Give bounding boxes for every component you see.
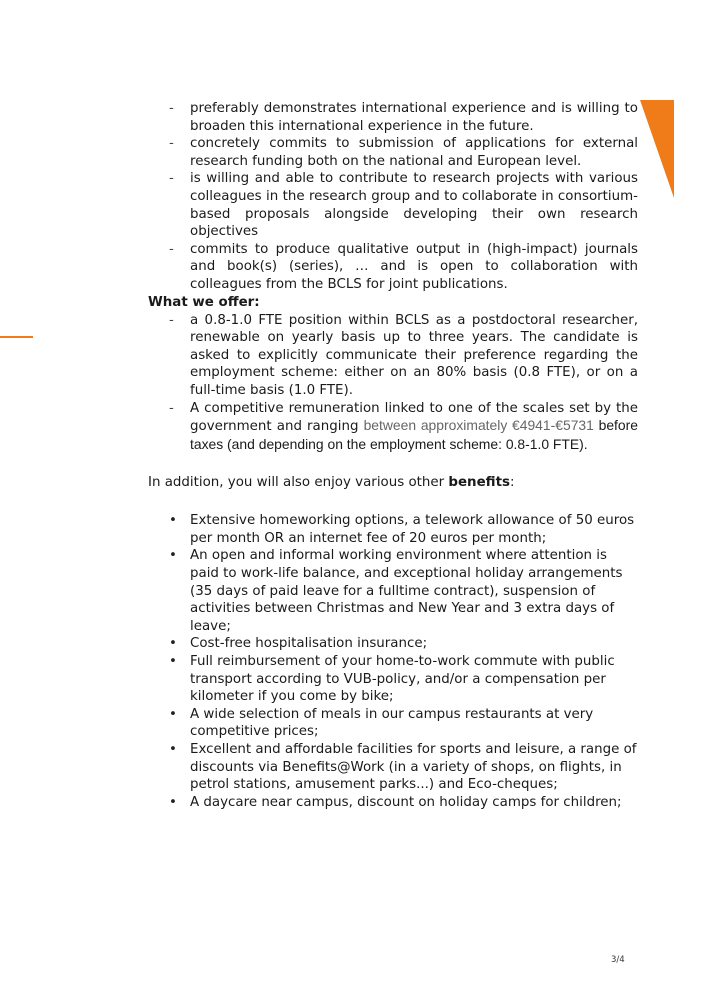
offer-heading: What we offer: (148, 294, 260, 310)
remuneration-note: before taxes (and depending on the employment scheme: 0.8-1.0 FTE). (190, 417, 638, 452)
list-item: • Full reimbursement of your home-to-work commute with public transport according to VUB-policy, and/or a compensation per kilometer if you come by bike; (148, 653, 638, 706)
salary-range: between approximately €4941-€5731 (363, 417, 594, 434)
list-item: - concretely commits to submission of applications for external research funding both on the national and European level. (148, 135, 638, 170)
benefits-intro: In addition, you will also enjoy various other benefits: (148, 475, 515, 491)
orange-margin-mark (0, 336, 33, 338)
benefits-list (148, 512, 638, 811)
list-item: - commits to produce qualitative output in (high-impact) journals and book(s) (series), … and is open to collaboration with colleagues from the BCLS for joint publications. (148, 241, 638, 294)
offer-list (148, 312, 638, 455)
list-item: • A daycare near campus, discount on holiday camps for children; (148, 794, 638, 812)
list-item: • Cost-free hospitalisation insurance; (148, 635, 638, 653)
list-item: - preferably demonstrates international experience and is willing to broaden this international experience in the future. (148, 100, 638, 135)
list-item: - is willing and able to contribute to research projects with various colleagues in the research group and to collaborate in consortium-based proposals alongside developing their own research objectives (148, 170, 638, 240)
document-body (148, 100, 638, 811)
list-item (148, 400, 638, 455)
remuneration-text: A competitive remuneration linked to one of the scales set by the government and ranging (190, 400, 638, 435)
list-item: • Extensive homeworking options, a telework allowance of 50 euros per month OR an internet fee of 20 euros per month; (148, 512, 638, 547)
page-number: 3/4 (611, 955, 625, 965)
orange-corner-decoration (640, 100, 674, 198)
requirements-list (148, 100, 638, 294)
list-item: • Excellent and affordable facilities for sports and leisure, a range of discounts via Benefits@Work (in a variety of shops, on flights, in petrol stations, amusement parks...) and Eco-cheques; (148, 741, 638, 794)
list-item: • An open and informal working environment where attention is paid to work-life balance, and exceptional holiday arrangements (35 days of paid leave for a fulltime contract), suspension of activities between Christmas and New Year and 3 extra days of leave; (148, 547, 638, 635)
list-item: • A wide selection of meals in our campus restaurants at very competitive prices; (148, 706, 638, 741)
list-item: - a 0.8-1.0 FTE position within BCLS as a postdoctoral researcher, renewable on yearly basis up to three years. The candidate is asked to explicitly communicate their preference regarding the employment scheme: either on an 80% basis (0.8 FTE), or on a full-time basis (1.0 FTE). (148, 312, 638, 400)
